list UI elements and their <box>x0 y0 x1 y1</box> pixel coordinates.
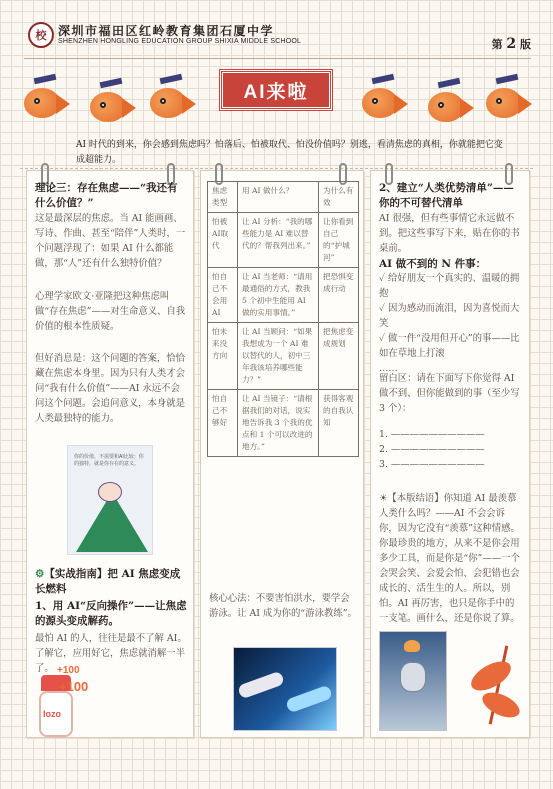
strategy-table <box>207 181 359 457</box>
table-cell: 用 AI 做什么？ <box>238 182 319 213</box>
paragraph: AI 很强，但有些事情它永远做不到。把这些事写下来，贴在你的书桌前。 <box>379 213 520 254</box>
blank-lines <box>379 427 523 472</box>
blank-line: 1. —————————— <box>379 429 485 440</box>
table-row <box>208 213 359 268</box>
ellipsis: …… <box>379 363 398 374</box>
table-cell: 让你看到自己的“护城河” <box>319 213 359 268</box>
bottle-label: lozo <box>43 709 61 719</box>
koi-fish-icon <box>463 645 529 737</box>
robot-butterfly-image <box>379 631 447 731</box>
dashed-divider <box>20 155 533 169</box>
school-name-cn: 深圳市福田区红岭教育集团石厦中学 <box>58 24 275 38</box>
table-row <box>208 390 359 457</box>
table-cell: 焦虑类型 <box>208 182 238 213</box>
table-cell: 让 AI 当镜子：“请根据我们的对话，说实地告诉我 3 个我的优点和 1 个可以改进的地方。” <box>238 390 319 457</box>
plus-score: +100 <box>59 679 89 694</box>
table-cell: 把焦虑变成规划 <box>319 323 359 390</box>
closing-text: ☀【本版结语】你知道 AI 最羡慕人类什么吗？——AI 不会会诉你，因为它没有“羡慕”这种情感。你最珍贵的地方，从来不是你会用多少工具，而是你是“你”——一个会哭会笑、会爱会怕、会犯错也会成长的、活生生的人。所以，别怕。AI 再厉害，也只是你手中的一支笔。画什么，还是你说了算。 <box>379 493 520 624</box>
table-cell: 让 AI 当顾问：“如果我想成为一个 AI 难以替代的人，初中三年我该培养哪些能力？” <box>238 323 319 390</box>
advantage-list <box>379 271 523 376</box>
paragraph: 但好消息是：这个问题的答案，恰恰藏在焦虑本身里。因为只有人类才会问“我有什么价值”——AI 永远不会问这个问题。会追问意义，本身就是人类最独特的能力。 <box>35 353 186 424</box>
table-row <box>208 268 359 323</box>
newspaper-header <box>0 0 553 58</box>
subsection-title: 1、用 AI“反向操作”——让焦虑的源头变成解药。 <box>35 600 187 627</box>
table-header-row <box>208 182 359 213</box>
table-cell: 把恐惧变成行动 <box>319 268 359 323</box>
table-row <box>208 323 359 390</box>
sun-icon: ☀ <box>379 493 388 504</box>
table-cell: 获得客观的自我认知 <box>319 390 359 457</box>
intro-text: AI 时代的到来，你会感到焦虑吗？怕落后、怕被取代、怕没价值吗？别逃，看清焦虑的真相，你就能把它变成超能力。 <box>76 140 503 165</box>
paragraph: 最怕 AI 的人，往往是最不了解 AI。了解它，应用好它，焦虑就消解一半了。 <box>35 633 187 674</box>
left-card <box>26 170 194 738</box>
list-item: ✓ 给好朋友一个真实的、温暖的拥抱 <box>379 273 520 299</box>
table-cell: 为什么有效 <box>319 182 359 213</box>
list-item: ✓ 因为感动而流泪，因为喜悦而大笑 <box>379 303 520 329</box>
robot-human-hands-image <box>233 647 337 731</box>
middle-card <box>200 170 364 738</box>
header-divider <box>24 58 531 59</box>
school-emblem-icon: 校 <box>28 22 54 48</box>
school-name-en: SHENZHEN HONGLING EDUCATION GROUP SHIXIA MIDDLE SCHOOL <box>58 38 302 45</box>
table-cell: 怕自己不够好 <box>208 390 238 457</box>
table-cell: 让 AI 分析：“我的哪些能力是 AI 难以替代的？帮我列出来。” <box>238 213 319 268</box>
right-card <box>370 170 530 738</box>
plus-score: +100 <box>57 665 80 676</box>
list-title: AI 做不到的 N 件事： <box>379 258 487 270</box>
theory-title: 理论三：存在焦虑——“我还有什么价值？” <box>35 182 178 209</box>
gear-icon: ⚙ <box>35 568 45 580</box>
blank-line: 3. —————————— <box>379 459 485 470</box>
blank-line: 2. —————————— <box>379 444 485 455</box>
list-item: ✓ 做一件“没用但开心”的事——比如在草地上打滚 <box>379 333 520 359</box>
table-cell: 让 AI 当老师：“请用最通俗的方式，教我 5 个初中生能用 AI 做的实用事情。” <box>238 268 319 323</box>
blank-prompt: 留白区：请在下面写下你觉得 AI 做不到、但你能做到的事（至少写 3 个）： <box>379 373 520 414</box>
paragraph: 这是最深层的焦虑。当 AI 能画画、写诗、作曲、甚至“陪伴”人类时，一个问题浮现了：如果 AI 什么都能做，那“人”还有什么独特价值？ <box>35 213 186 269</box>
section-title: ⚙【实战指南】把 AI 焦虑变成长燃料 <box>35 568 181 595</box>
issue-label: 第 2 版 <box>491 36 531 52</box>
illustration-caption: 你的价值，不需要和AI比较；你的独特，就是你存在的意义。 <box>74 454 144 467</box>
table-cell: 怕自己不会用AI <box>208 268 238 323</box>
student-illustration <box>67 445 153 555</box>
table-cell: 怕被AI取代 <box>208 213 238 268</box>
core-principle: 核心心法：不要害怕洪水，要学会游泳。让 AI 成为你的“游泳教练”。 <box>209 593 357 619</box>
page-title: AI来啦 <box>220 70 332 110</box>
paragraph: 心理学家欧文·亚隆把这种焦虑叫做“存在焦虑”——对生命意义、自我价值的根本性质疑。 <box>35 291 186 332</box>
subsection-title: 2、建立“人类优势清单”——你的不可替代清单 <box>379 182 514 209</box>
table-cell: 怕未来没方向 <box>208 323 238 390</box>
